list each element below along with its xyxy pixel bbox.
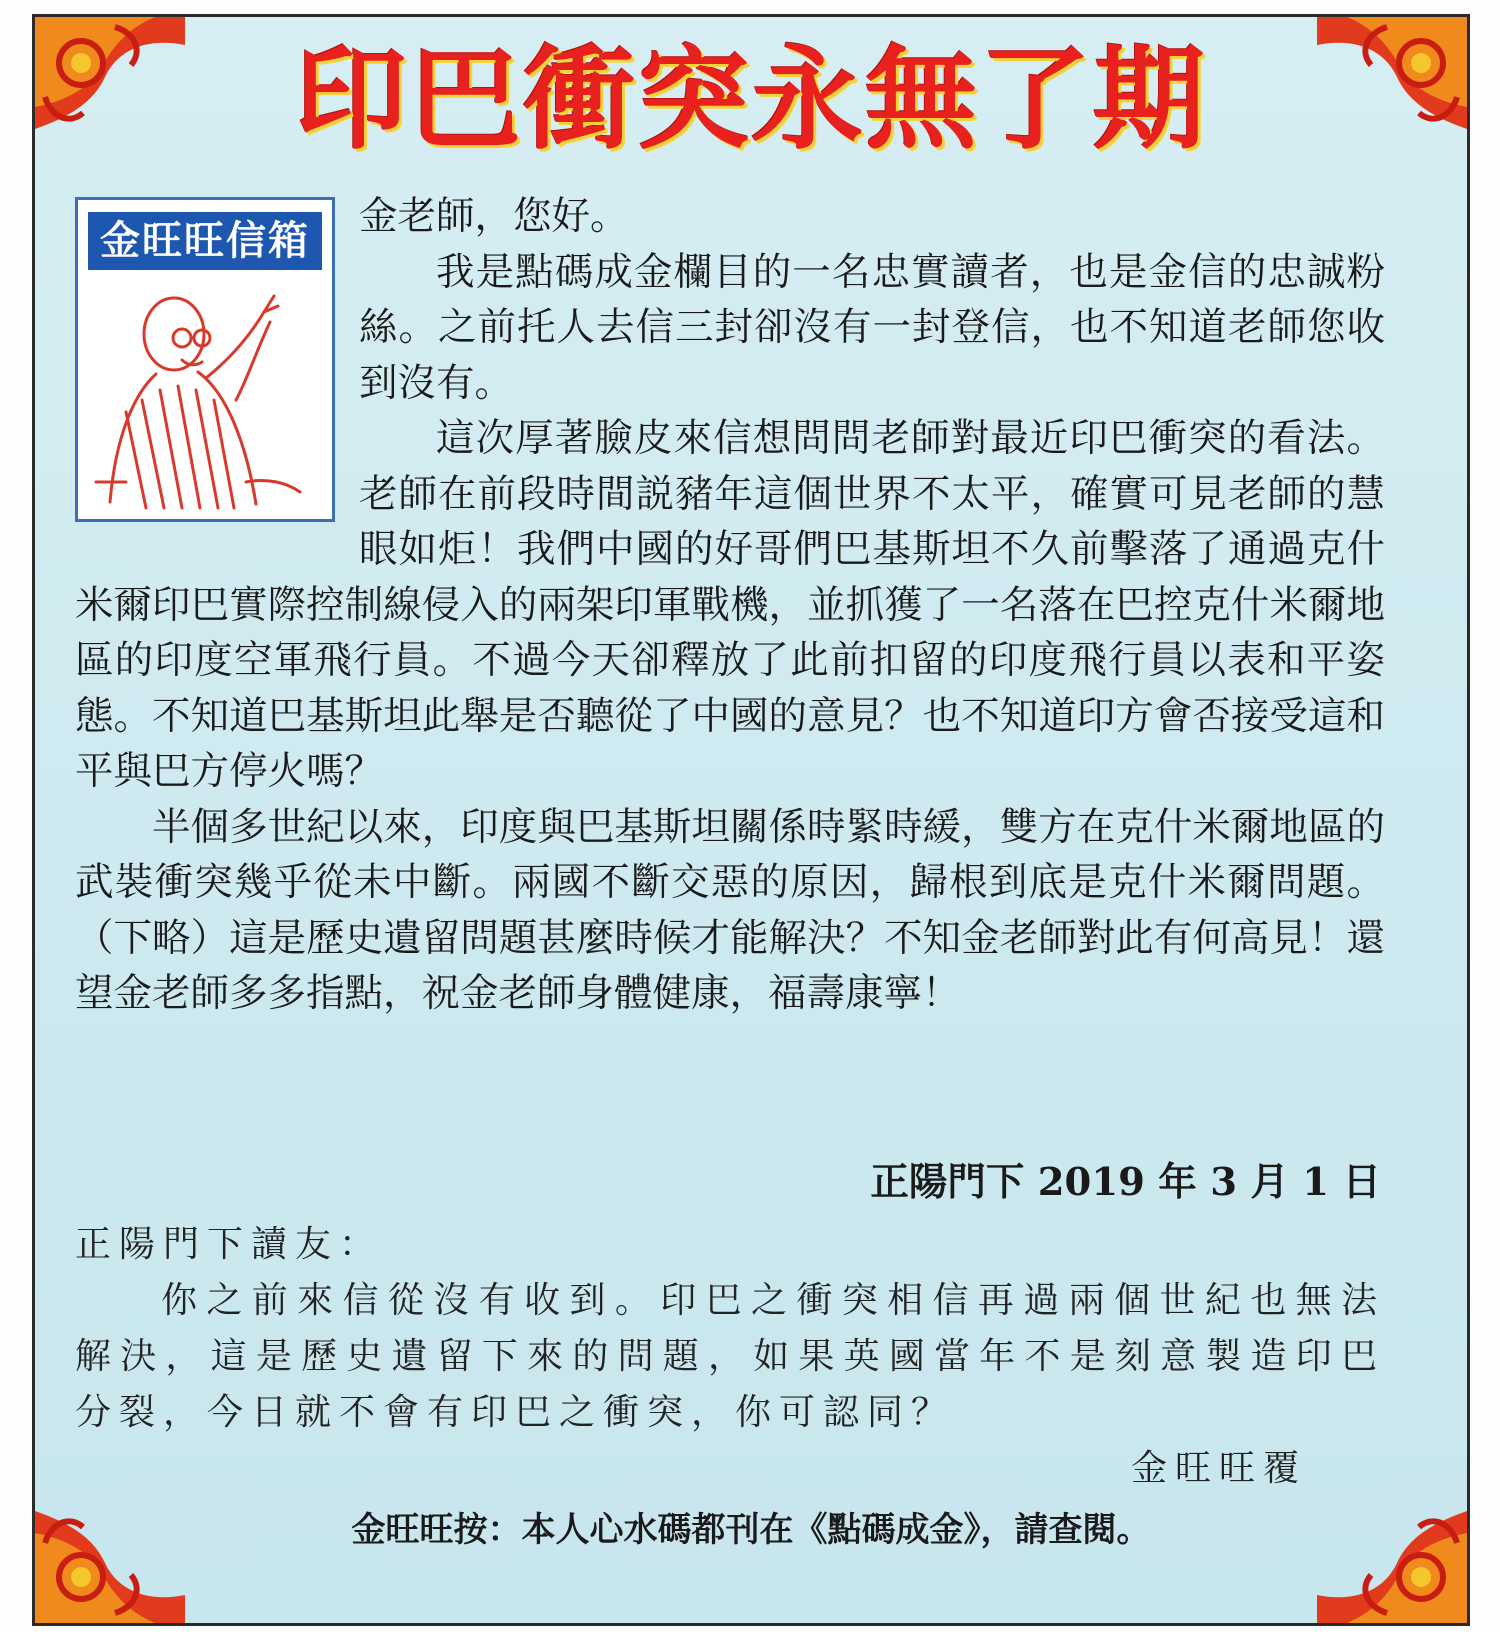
illustration-spacer [75,189,359,529]
footnote: 金旺旺按：本人心水碼都刊在《點碼成金》，請查閱。 [351,1510,1151,1550]
letter-column-frame [32,14,1470,1626]
reply-salutation: 正陽門下讀友： [75,1224,384,1265]
page-title: 印巴衝突永無了期 [295,35,1207,165]
letter-paragraph: 我是點碼成金欄目的一名忠實讀者，也是金信的忠誠粉絲。之前托人去信三封卻沒有一封登信，也不知道老師您收到沒有。 [359,249,1385,406]
columnist-reply [75,1217,1385,1441]
reply-body: 你之前來信從沒有收到。印巴之衝突相信再過兩個世紀也無法解決，這是歷史遺留下來的問題，如果英國當年不是刻意製造印巴分裂，今日就不會有印巴之衝突，你可認同？ [75,1280,1385,1433]
letter-paragraph: 這次厚著臉皮來信想問問老師對最近印巴衝突的看法。老師在前段時間説豬年這個世界不太平，確實可見老師的慧眼如炬！我們中國的好哥們巴基斯坦不久前擊落了通過克什米爾印巴實際控制線侵入的兩架印軍戰機，並抓獲了一名落在巴控克什米爾地區的印度空軍飛行員。不過今天卻釋放了此前扣留的印度飛行員以表和平姿態。不知道巴基斯坦此舉是否聽從了中國的意見？也不知道印方會否接受這和平與巴方停火嗎？ [75,416,1385,794]
column-name-banner: 金旺旺信箱 [88,212,322,270]
letter-salutation: 金老師，您好。 [359,194,629,239]
reply-signature: 金旺旺覆 [1130,1448,1307,1489]
reader-letter [75,189,1385,1022]
letter-signature: 正陽門下 2019 年 3 月 1 日 [870,1160,1381,1205]
letter-paragraph: 半個多世紀以來，印度與巴基斯坦關係時緊時緩，雙方在克什米爾地區的武裝衝突幾乎從未中斷。兩國不斷交惡的原因，歸根到底是克什米爾問題。（下略）這是歷史遺留問題甚麼時候才能解決？不知金老師對此有何高見！還望金老師多多指點，祝金老師身體健康，福壽康寧！ [75,804,1385,1016]
